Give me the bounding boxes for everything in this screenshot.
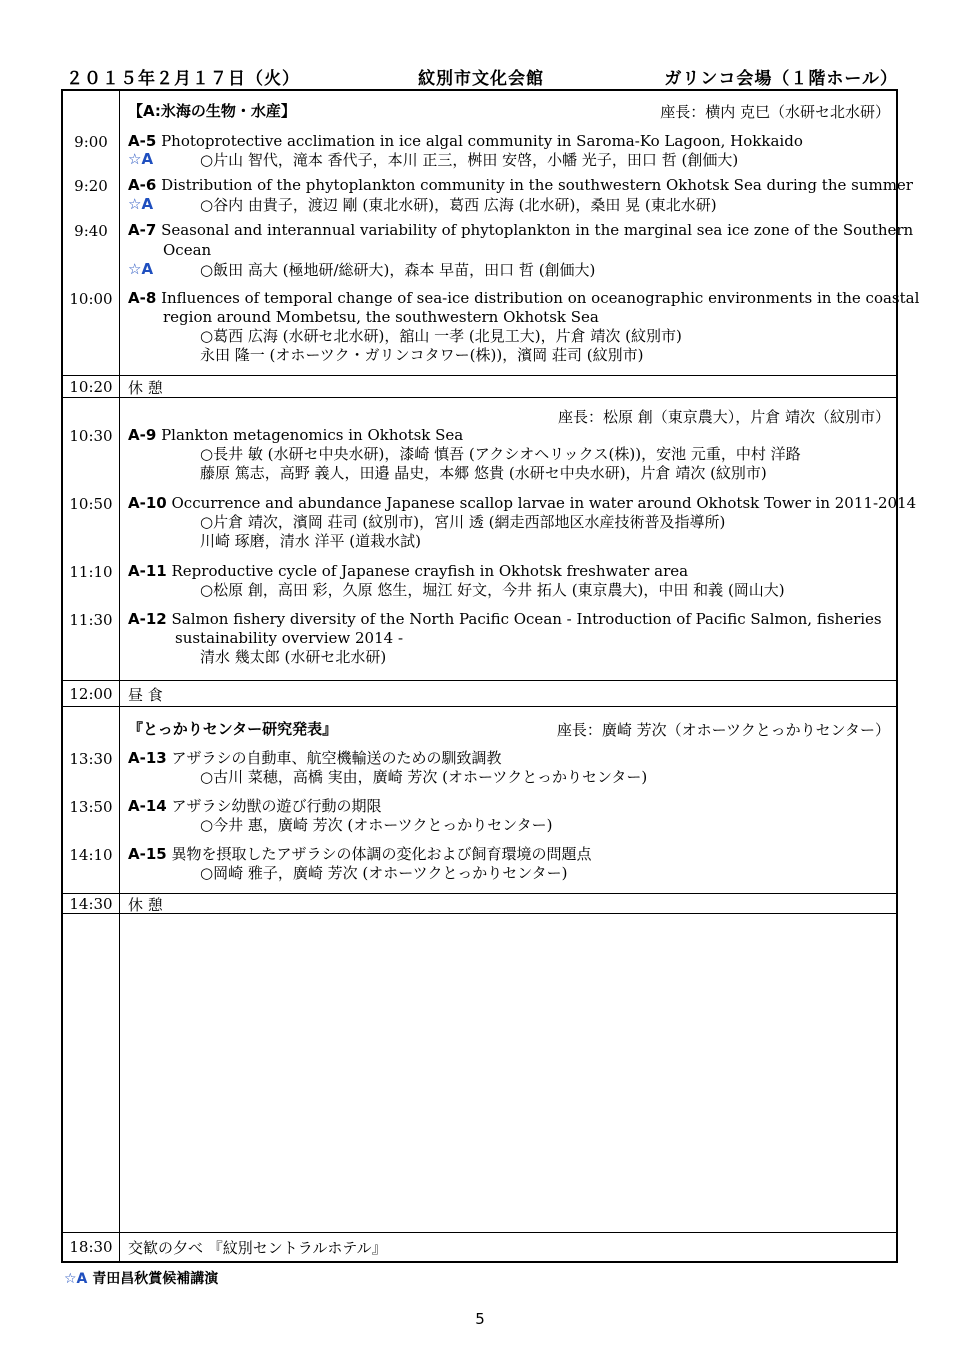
talk-code: A-15: [128, 845, 167, 863]
talk-authors-continued: 永田 隆一 (オホーツク・ガリンコタワー(株))，濱岡 荘司 (紋別市): [200, 346, 644, 364]
talk-a7: [128, 221, 913, 240]
award-star-mark: ☆A: [64, 1271, 88, 1287]
break-label: 休 憩: [128, 379, 163, 397]
talk-title: アザラシの自動車、航空機輸送のための馴致調教: [171, 749, 502, 767]
talk-title-continued: region around Mombetsu, the southwestern Okhotsk Sea: [163, 308, 599, 326]
break-label: 休 憩: [128, 896, 163, 914]
session-title: 『とっかりセンター研究発表』: [128, 720, 338, 738]
talk-authors: ○飯田 高大 (極地研/総研大)，森本 早苗，田口 哲 (創価大): [200, 261, 596, 279]
talk-time: 11:10: [69, 563, 113, 581]
talk-title-continued: Ocean: [163, 241, 212, 259]
break-time: 10:20: [69, 378, 113, 396]
award-legend: [64, 1268, 218, 1288]
break-time: 14:30: [69, 895, 113, 913]
talk-title: Photoprotective acclimation in ice algal community in Saroma-Ko Lagoon, Hokkaido: [161, 132, 803, 150]
event-time: 18:30: [69, 1238, 113, 1256]
talk-authors: ○長井 敏 (水研セ中央水研)，漆崎 慎吾 (アクシオヘリックス(株))，安池 元重，中村 洋路: [200, 445, 801, 463]
session-chair: 座長：廣崎 芳次（オホーツクとっかりセンター）: [556, 721, 890, 739]
header-venue: 紋別市文化会館: [418, 69, 544, 89]
talk-authors-continued: 川崎 琢磨，清水 洋平 (道栽水試): [200, 532, 422, 550]
talk-time: 14:10: [69, 846, 113, 864]
talk-authors: ○谷内 由貴子，渡辺 剛 (東北水研)，葛西 広海 (北水研)，桑田 晃 (東北水研): [200, 196, 717, 214]
talk-title: Reproductive cycle of Japanese crayfish in Okhotsk freshwater area: [171, 562, 689, 580]
talk-code: A-9: [128, 426, 157, 444]
talk-title: Seasonal and interannual variability of phytoplankton in the marginal sea ice zone of the Southern: [161, 221, 914, 239]
talk-authors: ○今井 惠，廣崎 芳次 (オホーツクとっかりセンター): [200, 816, 553, 834]
talk-a9: [128, 426, 463, 445]
talk-title: Salmon fishery diversity of the North Pacific Ocean - Introduction of Pacific Salmon, fisheries: [171, 610, 882, 628]
award-legend-text: 青田昌秋賞候補講演: [92, 1271, 219, 1287]
talk-title: Distribution of the phytoplankton community in the southwestern Okhotsk Sea during the summer: [161, 176, 913, 194]
row-divider: [63, 375, 896, 376]
row-divider: [63, 680, 896, 681]
talk-title: Influences of temporal change of sea-ice distribution on oceanographic environments in the coastal: [161, 289, 920, 307]
talk-a15: [128, 845, 592, 864]
talk-title-continued: sustainability overview 2014 -: [175, 629, 404, 647]
talk-code: A-5: [128, 132, 157, 150]
talk-authors: ○葛西 広海 (水研セ北水研)，舘山 一孝 (北見工大)，片倉 靖次 (紋別市): [200, 327, 682, 345]
talk-a8: [128, 289, 919, 308]
row-divider: [63, 1232, 896, 1233]
talk-authors: ○片山 智代，滝本 香代子，本川 正三，桝田 安啓，小幡 光子，田口 哲 (創価大): [200, 151, 739, 169]
talk-code: A-13: [128, 749, 167, 767]
page-header: [60, 64, 898, 90]
session-chair: 座長：横内 克巳（水研セ北水研）: [660, 103, 890, 121]
talk-code: A-14: [128, 797, 167, 815]
talk-time: 10:00: [69, 290, 113, 308]
talk-time: 9:40: [74, 222, 108, 240]
session-chair: 座長：松原 創（東京農大），片倉 靖次（紋別市）: [557, 408, 890, 426]
talk-authors: ○片倉 靖次，濱岡 荘司 (紋別市)，宮川 透 (網走西部地区水産技術普及指導所): [200, 513, 726, 531]
talk-code: A-11: [128, 562, 167, 580]
session-title: 【A:氷海の生物・水産】: [128, 102, 296, 120]
talk-a6: [128, 176, 913, 195]
talk-a14: [128, 797, 382, 816]
header-date: ２０１５年２月１７日（火）: [66, 69, 300, 89]
row-divider: [63, 913, 896, 914]
page-number: 5: [475, 1310, 485, 1328]
talk-code: A-6: [128, 176, 157, 194]
award-star-mark: ☆A: [128, 195, 154, 213]
talk-time: 10:30: [69, 427, 113, 445]
talk-a12: [128, 610, 882, 629]
talk-title: Plankton metagenomics in Okhotsk Sea: [161, 426, 464, 444]
talk-title: アザラシ幼獣の遊び行動の期限: [171, 797, 382, 815]
talk-a13: [128, 749, 502, 768]
talk-a5: [128, 132, 803, 151]
talk-code: A-7: [128, 221, 157, 239]
talk-time: 13:50: [69, 798, 113, 816]
talk-title: 異物を摂取したアザラシの体調の変化および飼育環境の問題点: [171, 845, 592, 863]
talk-code: A-8: [128, 289, 157, 307]
row-divider: [63, 706, 896, 707]
row-divider: [63, 397, 896, 398]
talk-code: A-12: [128, 610, 167, 628]
time-column-divider: [119, 91, 120, 1261]
talk-authors-continued: 藤原 篤志，高野 義人，田邉 晶史，本郷 悠貴 (水研セ中央水研)，片倉 靖次 (紋別市): [200, 464, 767, 482]
talk-time: 13:30: [69, 750, 113, 768]
reception-label: 交歓の夕べ 『紋別セントラルホテル』: [128, 1239, 387, 1257]
talk-a10: [128, 494, 916, 513]
talk-a11: [128, 562, 688, 581]
talk-time: 9:00: [74, 133, 108, 151]
award-star-mark: ☆A: [128, 260, 154, 278]
award-star-mark: ☆A: [128, 150, 154, 168]
talk-authors: 清水 幾太郎 (水研セ北水研): [200, 648, 387, 666]
talk-time: 9:20: [74, 177, 108, 195]
talk-authors: ○岡崎 雅子，廣崎 芳次 (オホーツクとっかりセンター): [200, 864, 568, 882]
talk-authors: ○古川 菜穂，高橋 実由，廣崎 芳次 (オホーツクとっかりセンター): [200, 768, 648, 786]
header-room: ガリンコ会場（１階ホール）: [664, 69, 898, 89]
row-divider: [63, 893, 896, 894]
talk-title: Occurrence and abundance Japanese scallop larvae in water around Okhotsk Tower in 2011-2014: [171, 494, 917, 512]
talk-code: A-10: [128, 494, 167, 512]
talk-time: 11:30: [69, 611, 113, 629]
break-label: 昼 食: [128, 686, 163, 704]
talk-authors: ○松原 創，高田 彩，久原 悠生，堀江 好文，今井 拓人 (東京農大)，中田 和義 (岡山大): [200, 581, 785, 599]
break-time: 12:00: [69, 685, 113, 703]
talk-time: 10:50: [69, 495, 113, 513]
